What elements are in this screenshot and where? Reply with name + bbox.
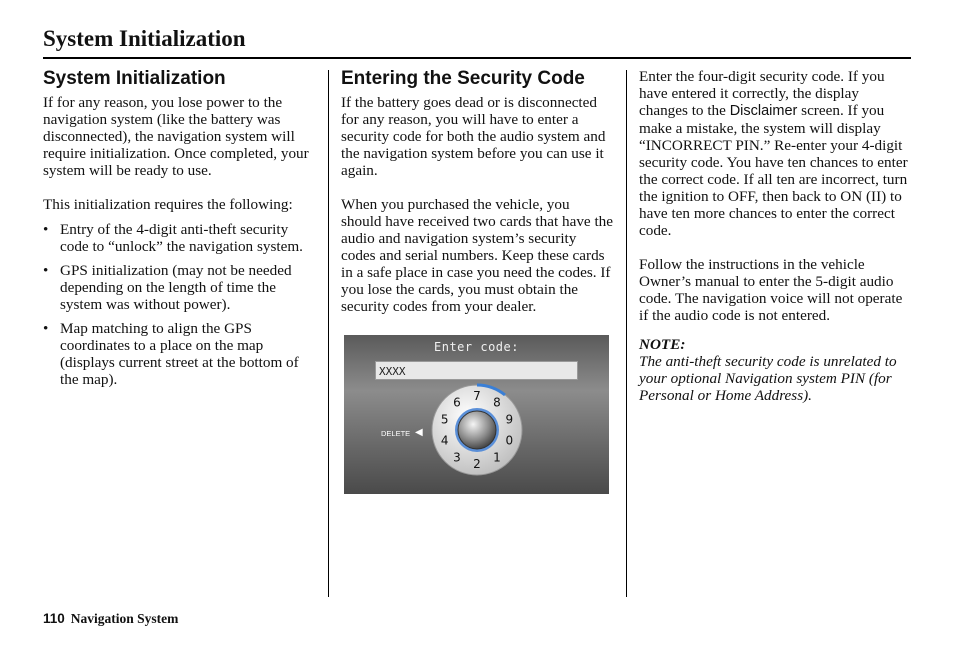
enter-code-screen bbox=[344, 335, 609, 494]
list-item-text: Map matching to align the GPS coordinates to a place on the map (displays current street at the bottom of the map). bbox=[60, 320, 299, 388]
title-rule bbox=[43, 57, 911, 59]
list-item bbox=[43, 262, 315, 313]
column-divider bbox=[626, 70, 627, 597]
dial-digit: 9 bbox=[505, 412, 514, 427]
knob-icon bbox=[458, 411, 496, 449]
dial-digit: 1 bbox=[493, 450, 501, 465]
paragraph bbox=[639, 68, 911, 239]
section-heading: System Initialization bbox=[43, 68, 226, 89]
paragraph-text: screen. If you make a mistake, the system will display “INCORRECT PIN.” Re-enter your 4-digit security code. You have ten chances to enter the correct code. If all ten are incorrect, turn the ignition to OFF, then back to ON (II) to have ten more chances to enter the correct code. bbox=[639, 102, 908, 239]
list-item bbox=[43, 221, 315, 255]
dial-digit: 5 bbox=[440, 412, 449, 427]
dial-digit: 2 bbox=[473, 457, 481, 471]
list-item-text: GPS initialization (may not be needed depending on the length of time the system was without power). bbox=[60, 262, 292, 313]
paragraph: This initialization requires the following: bbox=[43, 196, 293, 213]
screen-title: Enter code: bbox=[434, 340, 519, 354]
column-middle bbox=[341, 68, 613, 315]
code-field: XXXX bbox=[375, 361, 578, 380]
paragraph: If the battery goes dead or is disconnected for any reason, you will have to enter a security code for both the audio system and the navigation system before you can use it again. bbox=[341, 94, 606, 179]
note-body: The anti-theft security code is unrelated to your optional Navigation system PIN (for Personal or Home Address). bbox=[639, 353, 897, 404]
column-left bbox=[43, 68, 315, 395]
dial-digit: 0 bbox=[505, 433, 514, 448]
dial-digit: 8 bbox=[493, 395, 501, 410]
digit-dial bbox=[430, 383, 524, 477]
paragraph: Follow the instructions in the vehicle Owner’s manual to enter the 5-digit audio code. The navigation voice will not operate if the audio code is not entered. bbox=[639, 256, 903, 324]
page-title: System Initialization bbox=[43, 26, 246, 51]
dial-digit: 6 bbox=[453, 395, 461, 410]
dial-digit: 4 bbox=[440, 433, 449, 448]
bullet-mark: • bbox=[43, 320, 49, 337]
paragraph: When you purchased the vehicle, you should have received two cards that have the audio and navigation system’s security codes and serial numbers. Keep these cards in a safe place in case you need the codes. If you lose the cards, you must obtain the security codes from your dealer. bbox=[341, 196, 614, 315]
note-heading: NOTE: bbox=[639, 336, 686, 353]
column-right bbox=[639, 68, 911, 404]
list-item-text: Entry of the 4-digit anti-theft security code to “unlock” the navigation system. bbox=[60, 221, 303, 255]
list-item bbox=[43, 320, 315, 388]
delete-arrow-icon: ◀ bbox=[415, 427, 423, 438]
page-footer bbox=[43, 611, 178, 627]
paragraph-text: Enter the four-digit security code. If you have entered it correctly, the display changes to the bbox=[639, 68, 885, 119]
screen-name: Disclaimer bbox=[729, 103, 798, 119]
bullet-mark: • bbox=[43, 221, 49, 238]
section-heading: Entering the Security Code bbox=[341, 68, 585, 89]
bullet-list bbox=[43, 221, 315, 388]
dial-digit: 3 bbox=[453, 450, 461, 465]
delete-label: DELETE bbox=[381, 429, 411, 438]
footer-section: Navigation System bbox=[70, 611, 179, 626]
column-divider bbox=[328, 70, 329, 597]
paragraph: If for any reason, you lose power to the navigation system (like the battery was disconnected), the navigation system will require initialization. Once completed, your system will be ready to use. bbox=[43, 94, 309, 179]
page-number: 110 bbox=[43, 611, 65, 626]
dial-digit: 7 bbox=[473, 389, 481, 403]
bullet-mark: • bbox=[43, 262, 49, 279]
